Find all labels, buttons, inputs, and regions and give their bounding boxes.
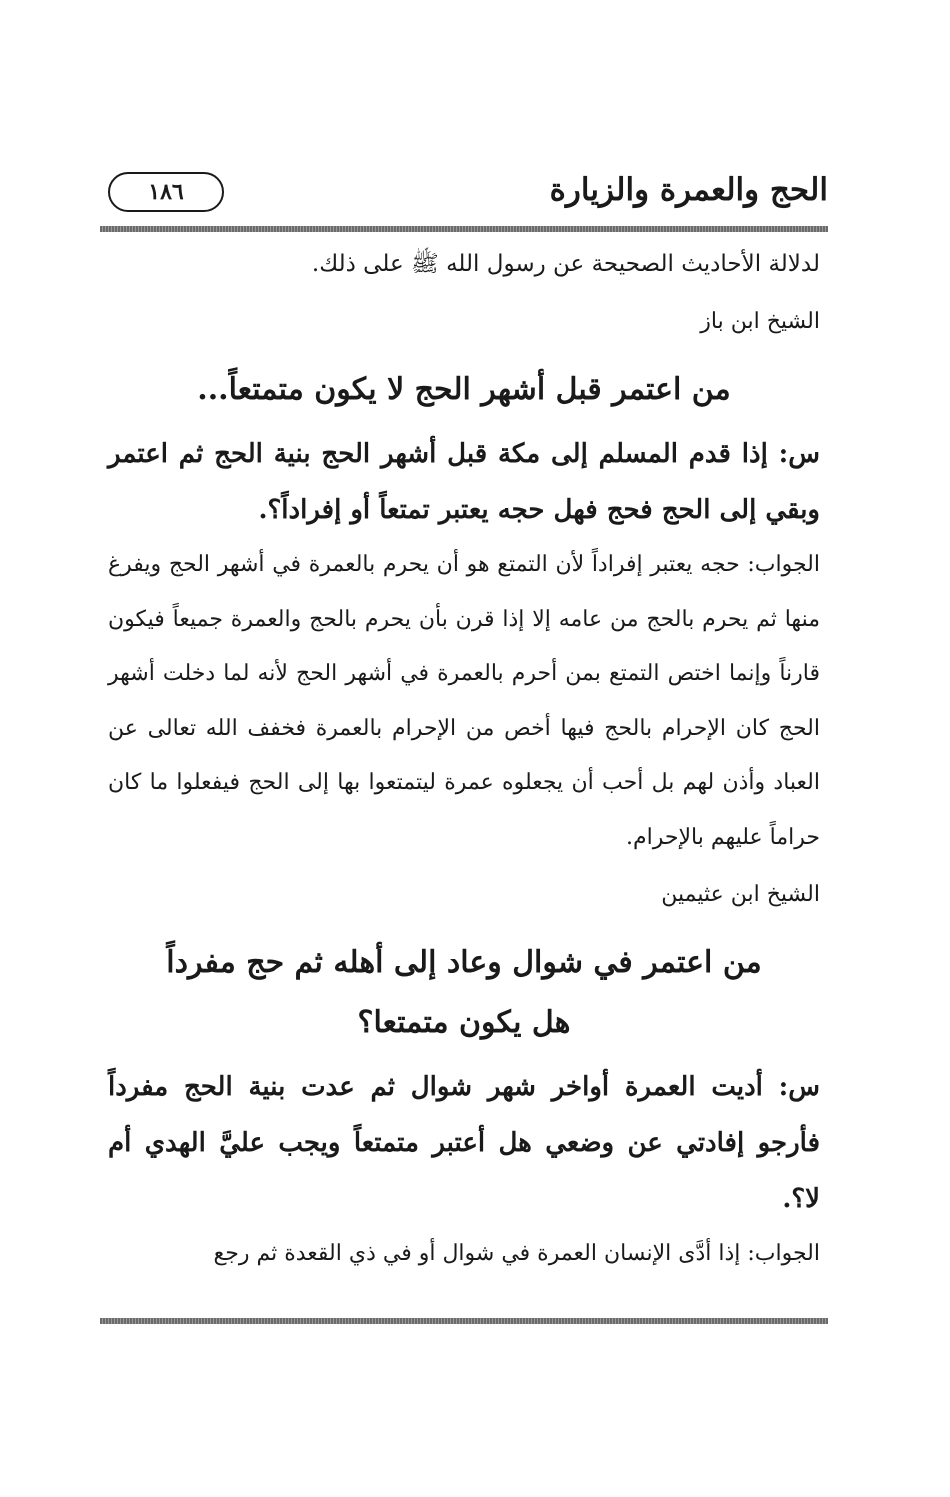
page-number-badge: ١٨٦ — [108, 172, 224, 212]
section-2-title-line-2: هل يكون متمتعا؟ — [357, 1005, 571, 1040]
signature-ibn-uthaymin: الشيخ ابن عثيمين — [661, 882, 820, 907]
section-1-answer: الجواب: حجه يعتبر إفراداً لأن التمتع هو أن يحرم بالعمرة في أشهر الحج ويفرغ منها ثم يحرم بالحج من عامه إلا إذا قرن بأن يحرم بالحج والعمرة جميعاً فيكون قارناً وإنما اختص التمتع بمن أحرم بالعمرة في أشهر الحج لأنه لما دخلت أشهر الحج كان الإحرام بالحج فيها أخص من الإحرام بالعمرة فخفف الله تعالى عن العباد وأذن لهم بل أحب أن يجعلوه عمرة ليتمتعوا بها إلى الحج فيفعلوا ما كان حراماً عليهم بالإحرام. — [108, 552, 820, 850]
footer-divider — [100, 1318, 828, 1324]
signature-ibn-baz: الشيخ ابن باز — [700, 309, 820, 334]
intro-line: لدلالة الأحاديث الصحيحة عن رسول الله ﷺ على ذلك. — [311, 251, 820, 277]
section-2-answer: الجواب: إذا أدَّى الإنسان العمرة في شوال أو في ذي القعدة ثم رجع — [213, 1241, 820, 1266]
section-1-title: من اعتمر قبل أشهر الحج لا يكون متمتعاً... — [197, 372, 731, 407]
book-title: الحج والعمرة والزيارة — [549, 172, 828, 208]
section-1-question: س: إذا قدم المسلم إلى مكة قبل أشهر الحج بنية الحج ثم اعتمر وبقي إلى الحج فحج فهل حجه يعتبر تمتعاً أو إفراداً؟. — [108, 439, 820, 525]
page-body — [108, 236, 820, 1282]
section-2-question: س: أديت العمرة أواخر شهر شوال ثم عدت بنية الحج مفرداً فأرجو إفادتي عن وضعي هل أعتبر متمتعاً ويجب عليَّ الهدي أم لا؟. — [108, 1072, 820, 1214]
header-divider — [100, 226, 828, 232]
section-2-title-line-1: من اعتمر في شوال وعاد إلى أهله ثم حج مفرداً — [166, 945, 762, 980]
page-header — [100, 168, 828, 228]
